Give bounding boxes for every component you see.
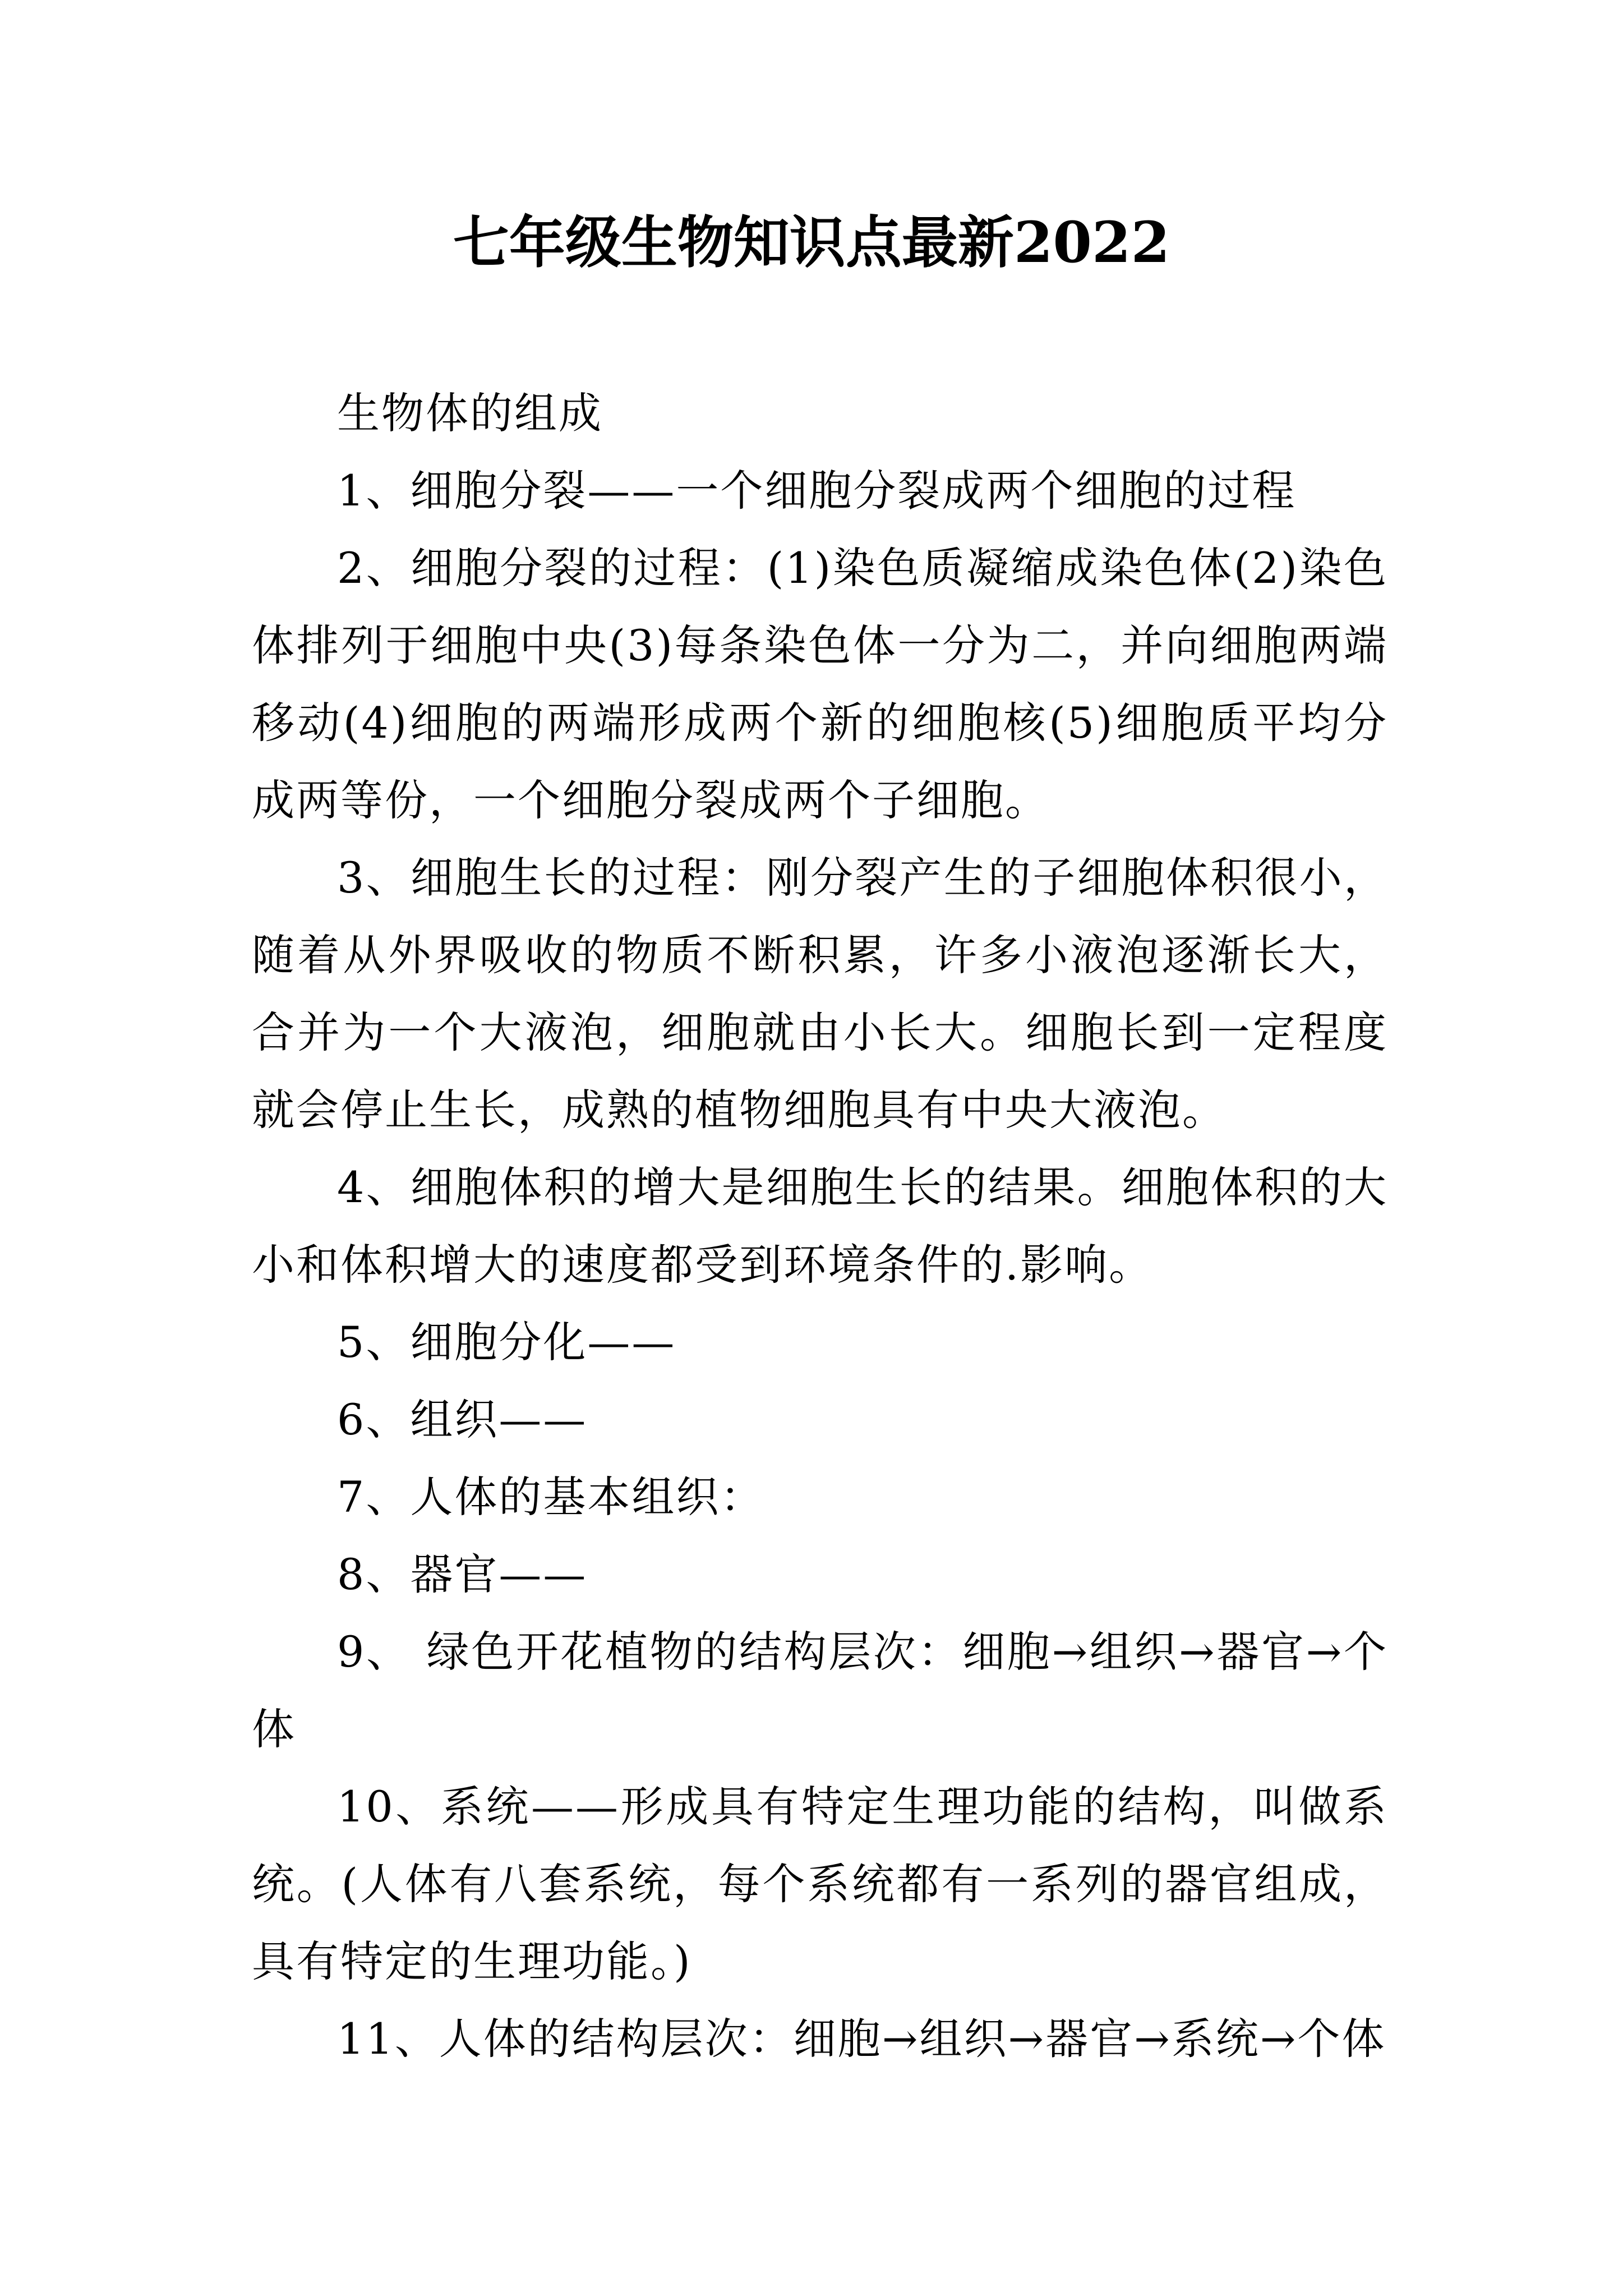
paragraph-5: 5、细胞分化—— (337, 1317, 676, 1367)
paragraph-4: 4、细胞体积的增大是细胞生长的结果。细胞体积的大小和体积增大的速度都受到环境条件的.影响。 (252, 1162, 1388, 1290)
paragraph-11: 11、人体的结构层次：细胞→组织→器官→系统→个体 (337, 2014, 1386, 2064)
paragraph-2: 2、细胞分裂的过程：(1)染色质凝缩成染色体(2)染色体排列于细胞中央(3)每条染色体一分为二，并向细胞两端移动(4)细胞的两端形成两个新的细胞核(5)细胞质平均分成两等份，一个细胞分裂成两个子细胞。 (252, 543, 1388, 825)
paragraph-10: 10、系统——形成具有特定生理功能的结构，叫做系统。(人体有八套系统，每个系统都有一系列的器官组成，具有特定的生理功能。) (252, 1782, 1388, 1986)
paragraph-7: 7、人体的基本组织： (337, 1472, 765, 1522)
paragraph-3: 3、细胞生长的过程：刚分裂产生的子细胞体积很小，随着从外界吸收的物质不断积累，许多小液泡逐渐长大，合并为一个大液泡，细胞就由小长大。细胞长到一定程度就会停止生长，成熟的植物细胞具有中央大液泡。 (252, 853, 1388, 1135)
paragraph-1: 1、细胞分裂——一个细胞分裂成两个细胞的过程 (337, 466, 1297, 516)
paragraph-6: 6、组织—— (337, 1395, 588, 1444)
paragraph-8: 8、器官—— (337, 1549, 588, 1599)
document-body (252, 375, 1388, 2078)
paragraph-section-heading: 生物体的组成 (337, 388, 603, 438)
document-title: 七年级生物知识点最新2022 (453, 209, 1170, 275)
paragraph-9: 9、 绿色开花植物的结构层次：细胞→组织→器官→个体 (252, 1627, 1388, 1754)
